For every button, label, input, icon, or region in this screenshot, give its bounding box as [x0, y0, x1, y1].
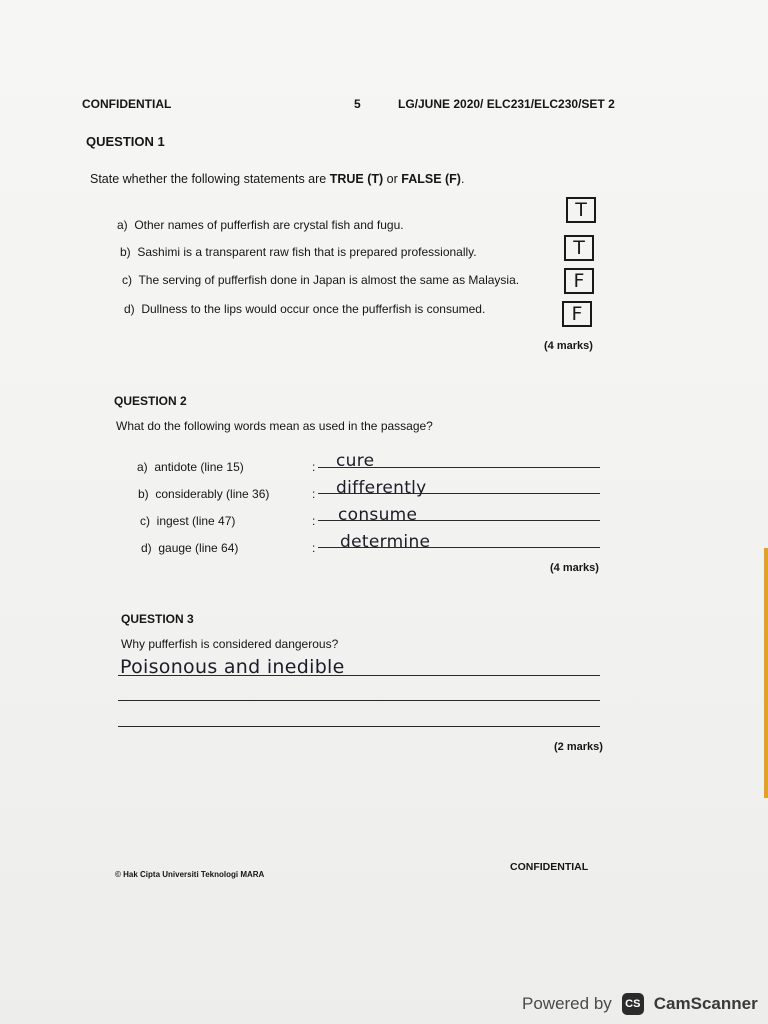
answer-line: [118, 726, 600, 727]
page-edge-mark: [764, 548, 768, 798]
instruction-true: TRUE (T): [329, 172, 384, 186]
q1-item-d: [124, 302, 485, 316]
question-1-title: QUESTION 1: [86, 134, 165, 149]
answer-line: [118, 675, 600, 676]
instruction-end: .: [460, 172, 465, 186]
footer-confidential: CONFIDENTIAL: [510, 861, 589, 873]
q1-answer-box-b: T: [564, 235, 594, 261]
header-confidential: CONFIDENTIAL: [82, 97, 172, 111]
q2-answer-a: cure: [336, 451, 375, 471]
footer-copyright: © Hak Cipta Universiti Teknologi MARA: [115, 870, 265, 879]
instruction-or: or: [383, 172, 402, 186]
item-text: Other names of pufferfish are crystal fish and fugu.: [134, 218, 404, 232]
question-2-title: QUESTION 2: [114, 394, 187, 408]
item-label: a): [117, 218, 128, 232]
item-text: ingest (line 47): [156, 514, 236, 528]
q2-colon-d: :: [312, 541, 316, 555]
q2-answer-c: consume: [338, 505, 418, 525]
item-text: Dullness to the lips would occur once the pufferfish is consumed.: [141, 302, 486, 316]
q2-item-b: [138, 487, 269, 501]
instruction-false: FALSE (F): [401, 172, 461, 186]
q1-answer-box-d: F: [562, 301, 592, 327]
answer-line: [118, 700, 600, 701]
answer-line: [318, 493, 600, 494]
q1-item-a: [117, 218, 404, 232]
item-text: gauge (line 64): [158, 541, 239, 555]
q2-colon-a: :: [312, 460, 316, 474]
item-label: b): [138, 487, 149, 501]
item-label: d): [124, 302, 135, 316]
camscanner-brand: CamScanner: [653, 994, 758, 1013]
question-3-instruction: Why pufferfish is considered dangerous?: [121, 637, 339, 651]
camscanner-watermark: [522, 990, 758, 1018]
q1-answer-box-a: T: [566, 197, 596, 223]
question-2-instruction: What do the following words mean as used in the passage?: [116, 419, 433, 433]
q2-item-c: [140, 514, 235, 528]
item-text: The serving of pufferfish done in Japan is almost the same as Malaysia.: [138, 273, 520, 287]
q3-answer: Poisonous and inedible: [120, 656, 345, 678]
q2-colon-c: :: [312, 514, 316, 528]
powered-by-text: Powered by: [522, 994, 612, 1013]
item-label: c): [140, 514, 150, 528]
q1-answer-box-c: F: [564, 268, 594, 294]
item-text: considerably (line 36): [155, 487, 270, 501]
item-text: antidote (line 15): [154, 460, 244, 474]
answer-line: [318, 547, 600, 548]
item-label: c): [122, 273, 132, 287]
page-number: 5: [354, 97, 361, 111]
q2-item-d: [141, 541, 238, 555]
q2-item-a: [137, 460, 244, 474]
q1-item-c: [122, 273, 519, 287]
q2-answer-d: determine: [340, 532, 431, 552]
header-reference: LG/JUNE 2020/ ELC231/ELC230/SET 2: [398, 97, 615, 111]
instruction-text: State whether the following statements are: [90, 172, 330, 186]
question-2-marks: (4 marks): [550, 562, 599, 574]
q2-colon-b: :: [312, 487, 316, 501]
camscanner-logo-icon: CS: [622, 993, 644, 1015]
question-1-instruction: [90, 172, 464, 186]
q1-item-b: [120, 245, 477, 259]
question-3-marks: (2 marks): [554, 741, 603, 753]
question-1-marks: (4 marks): [544, 340, 593, 352]
item-label: d): [141, 541, 152, 555]
item-label: a): [137, 460, 148, 474]
answer-line: [318, 467, 600, 468]
question-3-title: QUESTION 3: [121, 612, 194, 626]
item-text: Sashimi is a transparent raw fish that is prepared professionally.: [137, 245, 477, 259]
item-label: b): [120, 245, 131, 259]
answer-line: [318, 520, 600, 521]
q2-answer-b: differently: [336, 478, 427, 498]
